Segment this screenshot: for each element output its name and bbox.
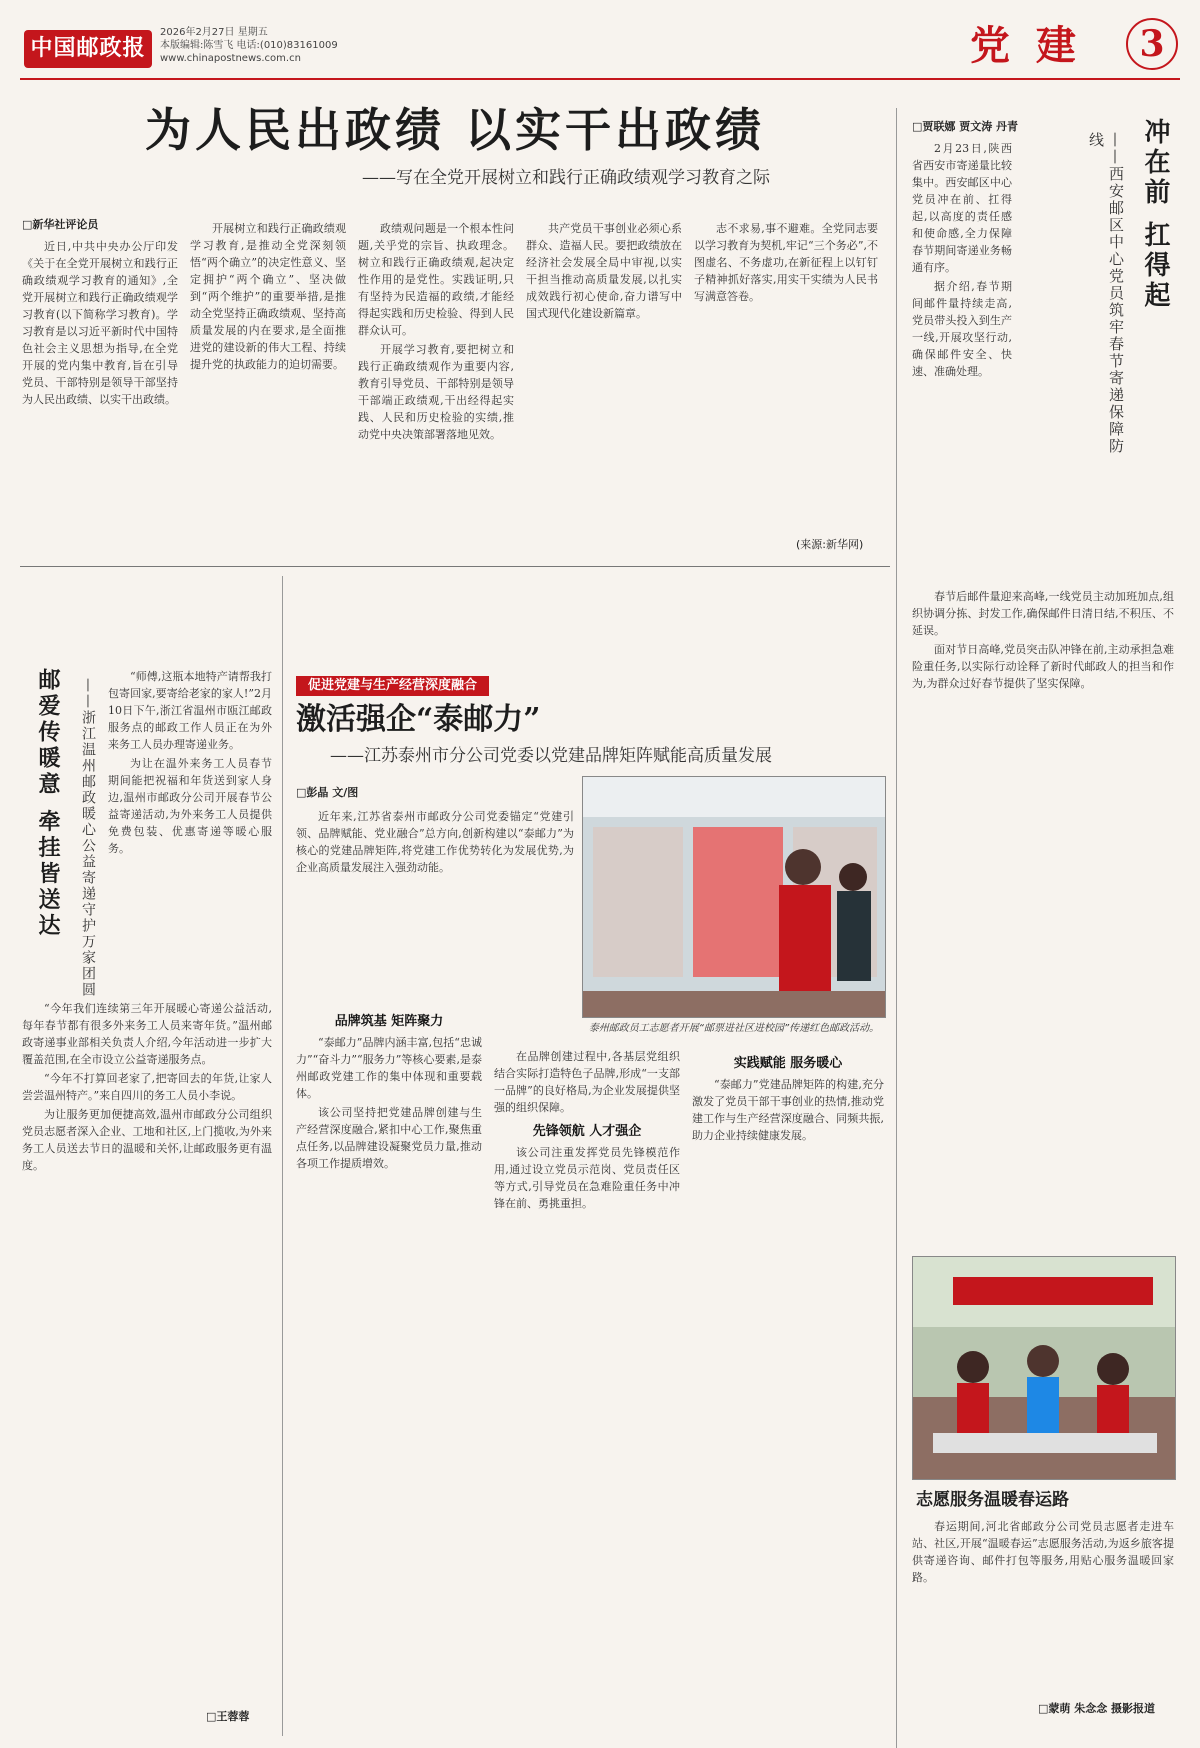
right-paragraph: 2月23日,陕西省西安市寄递量比较集中。西安邮区中心党员冲在前、扛得起,以高度的责任感和使命感,全力保障春节期间寄递业务畅通有序。: [912, 142, 1012, 274]
left-paragraph: “今年我们连续第三年开展暖心寄递公益活动,每年春节都有很多外来务工人员来寄年货。”温州邮政寄递事业部相关负责人介绍,今年活动进一步扩大覆盖范围,在全市设立公益寄递服务点。: [22, 1002, 272, 1066]
column-divider: [282, 576, 283, 1736]
lead-source: (来源:新华网): [796, 538, 864, 551]
lead-paragraph: 开展树立和践行正确政绩观学习教育,是推动全党深刻领悟“两个确立”的决定性意义、坚定拥护“两个确立”、坚决做到“两个维护”的重要举措,是推动全党坚持正确政绩观、坚持高质量发展的内在要求,是全面推进党的建设新的伟大工程、持续提升党的执政能力的迫切需要。: [190, 222, 346, 371]
left-story-column: [108, 668, 272, 988]
left-story-title: 邮爱传暖意 牵挂皆送达: [35, 668, 61, 940]
lead-article-header: [20, 100, 890, 190]
right-paragraph: 面对节日高峰,党员突击队冲锋在前,主动承担急难险重任务,以实际行动诠释了新时代邮政人的担当和作为,为群众过好春节提供了坚实保障。: [912, 643, 1174, 690]
center-story-title: 激活强企“泰邮力”: [296, 702, 541, 737]
issue-meta: [160, 26, 338, 65]
center-subhead: 品牌筑基 矩阵聚力: [334, 1014, 444, 1029]
issue-date: 2026年2月27日 星期五: [160, 27, 268, 38]
volunteer-photo: [912, 1256, 1176, 1480]
column-divider: [896, 108, 897, 1748]
site-url[interactable]: www.chinapostnews.com.cn: [160, 53, 301, 64]
lead-paragraph: 共产党员干事创业必须心系群众、造福人民。要把政绩放在经济社会发展全局中审视,以实干担当推动高质量发展,以扎实成效践行初心使命,奋力谱写中国式现代化建设新篇章。: [526, 222, 682, 320]
exhibition-photo-illustration: [583, 777, 886, 1018]
center-story-column: [296, 808, 574, 1004]
side-photo-byline: □蒙萌 朱念念 摄影报道: [1038, 1702, 1156, 1715]
lead-paragraph: 近日,中共中央办公厅印发《关于在全党开展树立和践行正确政绩观学习教育的通知》,全党开展树立和践行正确政绩观学习教育(以下简称学习教育)。学习教育是以习近平新时代中国特色社会主义思想为指导,在全党开展的党内集中教育,旨在引导党员、干部特别是领导干部坚持为人民出政绩、以实干出政绩。: [22, 240, 178, 406]
left-paragraph: “今年不打算回老家了,把寄回去的年货,让家人尝尝温州特产。”来自四川的务工人员小李说。: [22, 1072, 272, 1102]
exhibition-photo-caption: 泰州邮政员工志愿者开展“邮票进社区进校园”传递红色邮政活动。: [588, 1023, 880, 1034]
center-story-column: [296, 1006, 482, 1706]
center-story-subtitle: ——江苏泰州市分公司党委以党建品牌矩阵赋能高质量发展: [330, 746, 772, 766]
left-paragraph: 为让服务更加便捷高效,温州市邮政分公司组织党员志愿者深入企业、工地和社区,上门揽收,为外来务工人员送去节日的温暖和关怀,让邮政服务更有温度。: [22, 1108, 272, 1172]
right-story-header: [1012, 118, 1172, 458]
right-paragraph: 春节后邮件量迎来高峰,一线党员主动加班加点,组织协调分拣、封发工作,确保邮件日清日结,不积压、不延误。: [912, 590, 1174, 637]
left-story-header: [22, 668, 102, 1008]
lead-paragraph: 开展学习教育,要把树立和践行正确政绩观作为重要内容,教育引导党员、干部特别是领导干部端正政绩观,干出经得起实践、人民和历史检验的实绩,推动党中央决策部署落地见效。: [358, 343, 514, 441]
masthead: [20, 16, 1180, 74]
masthead-divider: [20, 78, 1180, 80]
lead-column: [526, 220, 682, 556]
lead-paragraph: 政绩观问题是一个根本性问题,关乎党的宗旨、执政理念。树立和践行正确政绩观,起决定性作用的是党性。实践证明,只有坚持为民造福的政绩,才能经得起实践和历史检验、得到人民群众认可。: [358, 222, 514, 337]
left-story-subtitle: ——浙江温州邮政暖心公益寄递守护万家团圆: [80, 678, 96, 998]
center-story-column: [494, 1048, 680, 1706]
page-editor: 本版编辑:陈雪飞 电话:(010)83161009: [160, 40, 338, 51]
center-paragraph: “泰邮力”党建品牌矩阵的构建,充分激发了党员干部干事创业的热情,推动党建工作与生产经营深度融合、同频共振,助力企业持续健康发展。: [692, 1078, 884, 1142]
left-story-byline: □王蓉蓉: [206, 1710, 250, 1723]
center-subhead: 实践赋能 服务暖心: [733, 1056, 843, 1071]
right-paragraph: 据介绍,春节期间邮件量持续走高,党员带头投入到生产一线,开展攻坚行动,确保邮件安全、快速、准确处理。: [912, 280, 1012, 378]
newspaper-logo: 中国邮政报: [24, 30, 152, 68]
side-paragraph: 春运期间,河北省邮政分公司党员志愿者走进车站、社区,开展“温暖春运”志愿服务活动,为返乡旅客提供寄递咨询、邮件打包等服务,用贴心服务温暖回家路。: [912, 1520, 1174, 1584]
page-number: 3: [1126, 18, 1178, 70]
right-story-title: 冲在前 扛得起: [1140, 118, 1170, 312]
center-subhead: 先锋领航 人才强企: [532, 1124, 642, 1139]
story-banner: 促进党建与生产经营深度融合: [296, 676, 489, 696]
lead-subtitle: ——写在全党开展树立和践行正确政绩观学习教育之际: [362, 168, 770, 188]
center-story-column: [692, 1048, 884, 1706]
section-divider: [20, 566, 890, 567]
lead-column: [22, 238, 178, 556]
lead-column: [190, 220, 346, 556]
right-story-subtitle: ——西安邮区中心党员筑牢春节寄递保障防线: [1087, 132, 1125, 455]
left-paragraph: 为让在温外来务工人员春节期间能把祝福和年货送到家人身边,温州市邮政分公司开展春节公益寄递活动,为外来务工人员提供免费包装、优惠寄递等暖心服务。: [108, 757, 272, 855]
lead-title: 为人民出政绩 以实干出政绩: [144, 103, 765, 157]
center-paragraph: 该公司注重发挥党员先锋模范作用,通过设立党员示范岗、党员责任区等方式,引导党员在急难险重任务中冲锋在前、勇挑重担。: [494, 1146, 680, 1210]
section-title: 党 建: [970, 22, 1082, 69]
exhibition-photo: [582, 776, 886, 1018]
center-paragraph: “泰邮力”品牌内涵丰富,包括“忠诚力”“奋斗力”“服务力”等核心要素,是泰州邮政党建工作的集中体现和重要载体。: [296, 1036, 482, 1100]
lead-paragraph: 志不求易,事不避难。全党同志要以学习教育为契机,牢记“三个务必”,不图虚名、不务虚功,在新征程上以钉钉子精神抓好落实,用实干实绩为人民书写满意答卷。: [694, 222, 878, 303]
left-paragraph: “师傅,这瓶本地特产请帮我打包寄回家,要寄给老家的家人!”2月10日下午,浙江省温州市瓯江邮政服务点的邮政工作人员正在为外来务工人员办理寄递业务。: [108, 670, 272, 751]
center-story-byline: □彭晶 文/图: [296, 786, 359, 799]
center-paragraph: 在品牌创建过程中,各基层党组织结合实际打造特色子品牌,形成“一支部一品牌”的良好格局,为企业发展提供坚强的组织保障。: [494, 1050, 680, 1114]
right-story-column: [912, 140, 1012, 580]
right-story-byline: □贾联娜 贾文涛 丹青: [912, 120, 1019, 133]
lead-byline: □新华社评论员: [22, 218, 99, 231]
volunteer-photo-illustration: [913, 1257, 1176, 1480]
side-photo-title: 志愿服务温暖春运路: [916, 1490, 1069, 1510]
left-story-column: [22, 1000, 272, 1704]
lead-column: [358, 220, 514, 556]
lead-column: [694, 220, 878, 538]
center-paragraph: 该公司坚持把党建品牌创建与生产经营深度融合,紧扣中心工作,聚焦重点任务,以品牌建设凝聚党员力量,推动各项工作提质增效。: [296, 1106, 482, 1170]
side-photo-text: [912, 1518, 1174, 1694]
center-paragraph: 近年来,江苏省泰州市邮政分公司党委锚定“党建引领、品牌赋能、党业融合”总方向,创新构建以“泰邮力”为核心的党建品牌矩阵,将党建工作优势转化为发展优势,为企业高质量发展注入强劲动能。: [296, 810, 574, 874]
